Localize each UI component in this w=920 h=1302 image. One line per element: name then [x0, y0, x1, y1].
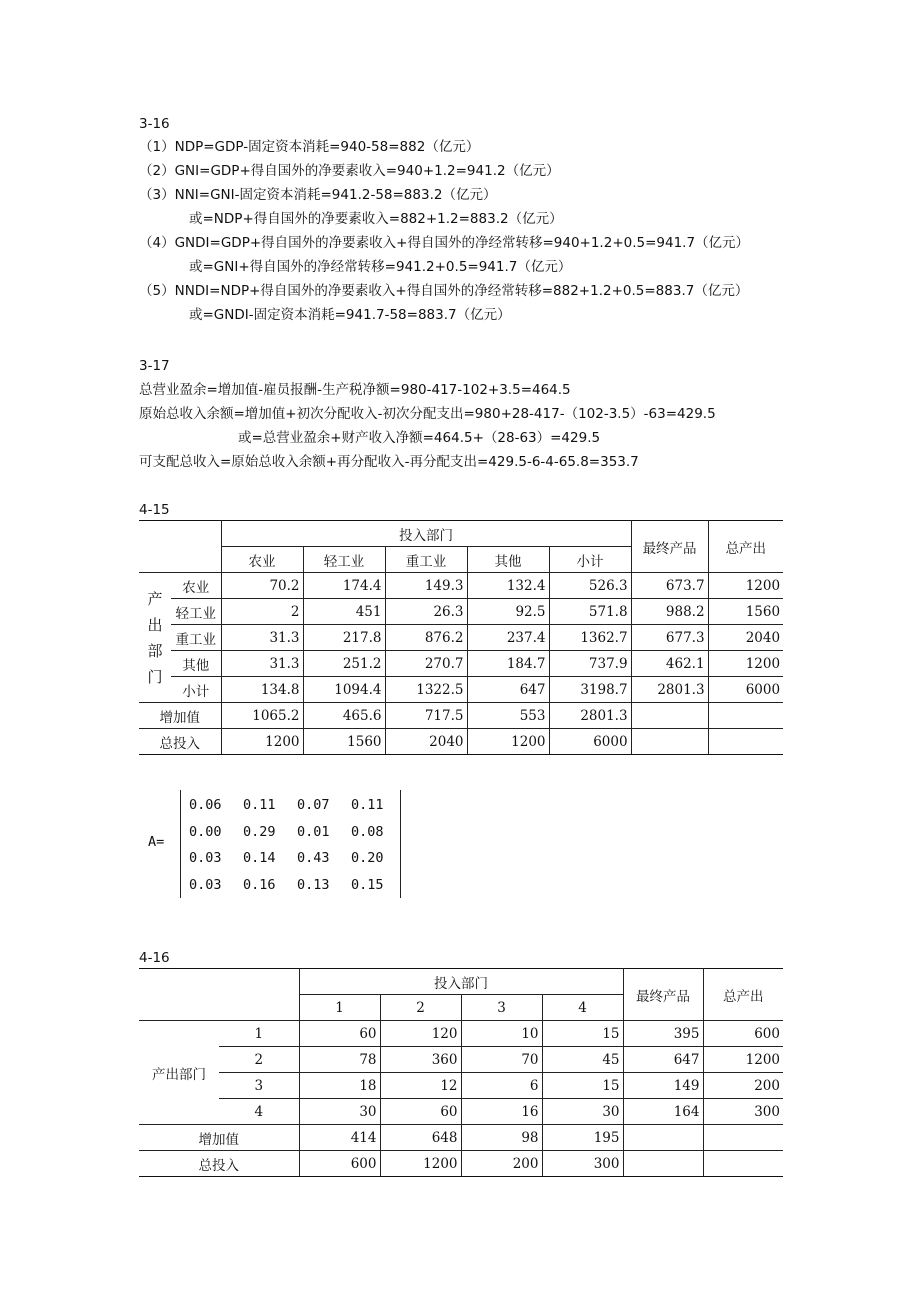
table-cell: 1065.2 [221, 703, 303, 729]
table-cell: 648 [380, 1125, 461, 1151]
table-cell: 6000 [549, 729, 631, 755]
table-cell: 1560 [303, 729, 385, 755]
input-sector-header: 投入部门 [221, 521, 631, 547]
table-cell: 134.8 [221, 677, 303, 703]
table-cell: 149 [623, 1073, 703, 1099]
table-cell: 1560 [708, 599, 783, 625]
matrix-grid [189, 792, 405, 898]
table-cell: 251.2 [303, 651, 385, 677]
table-cell: 988.2 [631, 599, 708, 625]
table-cell: 360 [380, 1047, 461, 1073]
total-output-header: 总产出 [708, 521, 783, 573]
matrix-cell: 0.08 [351, 823, 384, 840]
table-cell: 677.3 [631, 625, 708, 651]
table-cell: 2 [221, 599, 303, 625]
empty-cell [703, 1151, 783, 1177]
formula-line: （1）NDP=GDP-固定资本消耗=940-58=882（亿元） [139, 139, 480, 155]
total-output-header: 总产出 [703, 969, 783, 1021]
empty-cell [623, 1125, 703, 1151]
table-cell: 30 [542, 1099, 623, 1125]
matrix-row [189, 845, 405, 872]
table-cell: 184.7 [467, 651, 549, 677]
matrix-cell: 0.15 [351, 876, 384, 893]
formula-line: 总营业盈余=增加值-雇员报酬-生产税净额=980-417-102+3.5=464.5 [139, 382, 571, 398]
row-header: 农业 [171, 573, 221, 599]
total-input-label: 总投入 [139, 729, 221, 755]
table-cell: 200 [461, 1151, 542, 1177]
matrix-cell: 0.06 [189, 797, 222, 813]
table-cell: 174.4 [303, 573, 385, 599]
table-cell: 1200 [221, 729, 303, 755]
table-cell: 673.7 [631, 573, 708, 599]
table-cell: 3198.7 [549, 677, 631, 703]
row-header: 其他 [171, 651, 221, 677]
final-product-header: 最终产品 [631, 521, 708, 573]
table-cell: 451 [303, 599, 385, 625]
table-cell: 6 [461, 1073, 542, 1099]
table-cell: 717.5 [385, 703, 467, 729]
table-cell: 92.5 [467, 599, 549, 625]
io-table-4-15 [139, 520, 783, 755]
formula-line: （3）NNI=GNI-固定资本消耗=941.2-58=883.2（亿元） [139, 187, 497, 203]
col-header: 4 [542, 995, 623, 1021]
table-cell: 1200 [708, 573, 783, 599]
row-header: 重工业 [171, 625, 221, 651]
formula-line: 或=GNI+得自国外的净经常转移=941.2+0.5=941.7（亿元） [189, 259, 572, 275]
table-cell: 737.9 [549, 651, 631, 677]
table-cell: 6000 [708, 677, 783, 703]
empty-cell [708, 729, 783, 755]
table-cell: 149.3 [385, 573, 467, 599]
table-cell: 45 [542, 1047, 623, 1073]
value-added-label: 增加值 [139, 1125, 299, 1151]
table-cell: 98 [461, 1125, 542, 1151]
table-cell: 2040 [708, 625, 783, 651]
matrix-cell: 0.20 [351, 850, 384, 866]
io-table-4-16 [139, 968, 783, 1177]
table-cell: 60 [299, 1021, 380, 1047]
table-cell: 10 [461, 1021, 542, 1047]
value-added-label: 增加值 [139, 703, 221, 729]
table-cell: 16 [461, 1099, 542, 1125]
table-cell: 414 [299, 1125, 380, 1151]
section-heading-4-15: 4-15 [139, 502, 170, 518]
row-header: 3 [219, 1073, 299, 1099]
matrix-cell: 0.29 [243, 823, 276, 840]
table-cell: 1200 [380, 1151, 461, 1177]
table-cell: 647 [623, 1047, 703, 1073]
output-sector-label: 产出部门 [139, 1021, 219, 1125]
table-cell: 60 [380, 1099, 461, 1125]
corner-cell [139, 995, 299, 1021]
table-cell: 1200 [708, 651, 783, 677]
col-header: 3 [461, 995, 542, 1021]
table-cell: 15 [542, 1073, 623, 1099]
matrix-row [189, 792, 405, 819]
table-cell: 571.8 [549, 599, 631, 625]
matrix-cell: 0.07 [297, 797, 330, 813]
table-cell: 31.3 [221, 651, 303, 677]
matrix-cell: 0.01 [297, 823, 330, 840]
row-header: 轻工业 [171, 599, 221, 625]
matrix-cell: 0.00 [189, 823, 222, 840]
matrix-cell: 0.03 [189, 876, 222, 893]
col-header: 其他 [467, 547, 549, 573]
formula-line: （5）NNDI=NDP+得自国外的净要素收入+得自国外的净经常转移=882+1.2+0.5=883.7（亿元） [139, 283, 749, 299]
matrix-cell: 0.03 [189, 850, 222, 866]
matrix-cell: 0.11 [243, 797, 276, 813]
table-cell: 270.7 [385, 651, 467, 677]
col-header: 重工业 [385, 547, 467, 573]
matrix-left-bracket [180, 790, 181, 898]
table-cell: 600 [299, 1151, 380, 1177]
table-cell: 600 [703, 1021, 783, 1047]
table-cell: 132.4 [467, 573, 549, 599]
empty-cell [708, 703, 783, 729]
col-header: 2 [380, 995, 461, 1021]
table-cell: 164 [623, 1099, 703, 1125]
empty-cell [703, 1125, 783, 1151]
table-cell: 465.6 [303, 703, 385, 729]
table-cell: 78 [299, 1047, 380, 1073]
table-cell: 647 [467, 677, 549, 703]
table-cell: 876.2 [385, 625, 467, 651]
table-cell: 30 [299, 1099, 380, 1125]
matrix-row [189, 872, 405, 899]
table-cell: 195 [542, 1125, 623, 1151]
col-header: 1 [299, 995, 380, 1021]
col-header: 农业 [221, 547, 303, 573]
table-cell: 12 [380, 1073, 461, 1099]
formula-line: （4）GNDI=GDP+得自国外的净要素收入+得自国外的净经常转移=940+1.2+0.5=941.7（亿元） [139, 235, 750, 251]
corner-cell [139, 521, 221, 547]
table-cell: 18 [299, 1073, 380, 1099]
table-cell: 462.1 [631, 651, 708, 677]
matrix-cell: 0.14 [243, 850, 276, 866]
table-cell: 553 [467, 703, 549, 729]
table-cell: 2801.3 [631, 677, 708, 703]
table-cell: 237.4 [467, 625, 549, 651]
corner-cell [139, 547, 221, 573]
table-cell: 1200 [467, 729, 549, 755]
table-cell: 15 [542, 1021, 623, 1047]
input-sector-header: 投入部门 [299, 969, 623, 995]
section-heading-4-16: 4-16 [139, 950, 170, 966]
row-header: 4 [219, 1099, 299, 1125]
col-header: 小计 [549, 547, 631, 573]
table-cell: 395 [623, 1021, 703, 1047]
col-header: 轻工业 [303, 547, 385, 573]
table-cell: 2040 [385, 729, 467, 755]
formula-line: 原始总收入余额=增加值+初次分配收入-初次分配支出=980+28-417-（102-3.5）-63=429.5 [139, 406, 716, 422]
output-sector-label: 产 出 部 门 [139, 573, 171, 703]
empty-cell [623, 1151, 703, 1177]
matrix-row [189, 819, 405, 846]
matrix-cell: 0.13 [297, 876, 330, 893]
matrix-cell: 0.43 [297, 850, 330, 866]
table-cell: 2801.3 [549, 703, 631, 729]
empty-cell [631, 703, 708, 729]
formula-line: （2）GNI=GDP+得自国外的净要素收入=940+1.2=941.2（亿元） [139, 163, 560, 179]
table-cell: 1322.5 [385, 677, 467, 703]
final-product-header: 最终产品 [623, 969, 703, 1021]
table-cell: 26.3 [385, 599, 467, 625]
corner-cell [139, 969, 299, 995]
table-cell: 300 [542, 1151, 623, 1177]
table-cell: 1094.4 [303, 677, 385, 703]
formula-line: 或=GNDI-固定资本消耗=941.7-58=883.7（亿元） [189, 307, 511, 323]
table-cell: 526.3 [549, 573, 631, 599]
formula-line: 或=NDP+得自国外的净要素收入=882+1.2=883.2（亿元） [189, 211, 563, 227]
table-cell: 70 [461, 1047, 542, 1073]
matrix-cell: 0.11 [351, 797, 384, 813]
section-heading-3-17: 3-17 [139, 358, 170, 374]
table-cell: 70.2 [221, 573, 303, 599]
matrix-cell: 0.16 [243, 876, 276, 893]
table-cell: 31.3 [221, 625, 303, 651]
table-cell: 1200 [703, 1047, 783, 1073]
table-cell: 200 [703, 1073, 783, 1099]
table-cell: 300 [703, 1099, 783, 1125]
table-cell: 217.8 [303, 625, 385, 651]
row-header: 小计 [171, 677, 221, 703]
section-heading-3-16: 3-16 [139, 116, 170, 132]
row-header: 2 [219, 1047, 299, 1073]
row-header: 1 [219, 1021, 299, 1047]
matrix-label: A= [148, 834, 165, 850]
table-cell: 1362.7 [549, 625, 631, 651]
formula-line: 可支配总收入=原始总收入余额+再分配收入-再分配支出=429.5-6-4-65.8=353.7 [139, 454, 639, 470]
table-cell: 120 [380, 1021, 461, 1047]
formula-line: 或=总营业盈余+财产收入净额=464.5+（28-63）=429.5 [238, 430, 601, 446]
total-input-label: 总投入 [139, 1151, 299, 1177]
empty-cell [631, 729, 708, 755]
